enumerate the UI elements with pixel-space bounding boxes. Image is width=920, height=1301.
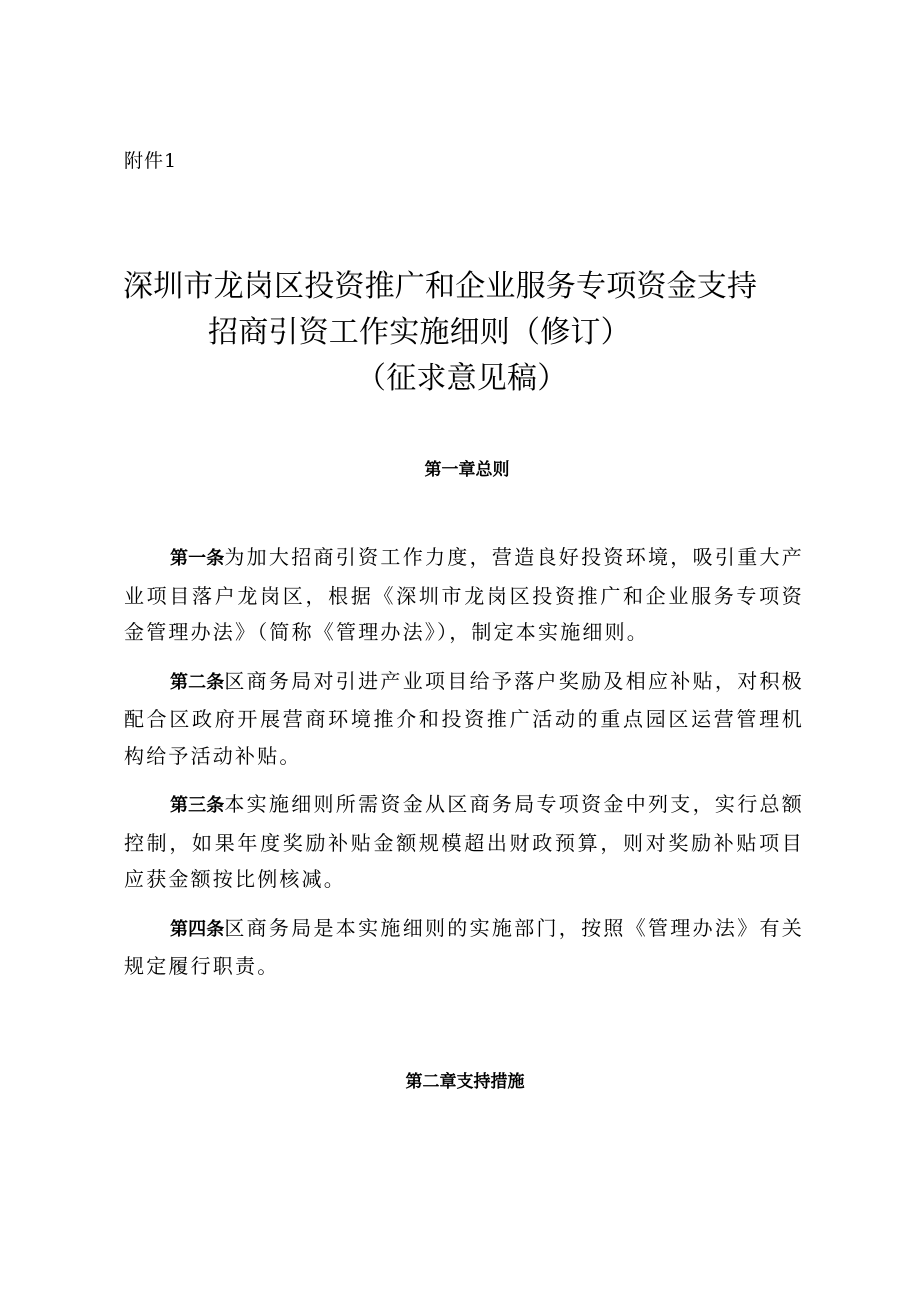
title-line-3: （征求意见稿）	[356, 361, 568, 396]
chapter-1-heading: 第一章总则	[424, 460, 510, 480]
article-3-number: 第三条	[170, 795, 225, 816]
article-1-text: 为加大招商引资工作力度，营造良好投资环境，吸引重大产业项目落户龙岗区，根据《深圳市龙岗区投资推广和企业服务专项资金管理办法》（简称《管理办法》），制定本实施细则。	[124, 545, 805, 644]
article-3-text: 本实施细则所需资金从区商务局专项资金中列支，实行总额控制，如果年度奖励补贴金额规模超出财政预算，则对奖励补贴项目应获金额按比例核减。	[124, 792, 805, 891]
article-1	[124, 539, 804, 651]
attachment-label: 附件1	[124, 150, 178, 172]
document-title	[0, 264, 920, 402]
article-1-number: 第一条	[170, 548, 225, 569]
title-line-1: 深圳市龙岗区投资推广和企业服务专项资金支持	[123, 269, 758, 304]
article-2-text: 区商务局对引进产业项目给予落户奖励及相应补贴，对积极配合区政府开展营商环境推介和投资推广活动的重点园区运营管理机构给予活动补贴。	[124, 668, 805, 768]
title-line-2: 招商引资工作实施细则（修订）	[208, 315, 631, 350]
article-2	[124, 663, 804, 775]
article-4-number: 第四条	[170, 918, 225, 940]
article-4-text: 区商务局是本实施细则的实施部门，按照《管理办法》有关规定履行职责。	[124, 915, 805, 978]
article-3	[124, 786, 804, 898]
chapter-2-heading: 第二章支持措施	[405, 1072, 525, 1092]
article-2-number: 第二条	[170, 671, 225, 693]
chapter-1-articles	[124, 539, 804, 997]
article-4	[124, 910, 804, 985]
